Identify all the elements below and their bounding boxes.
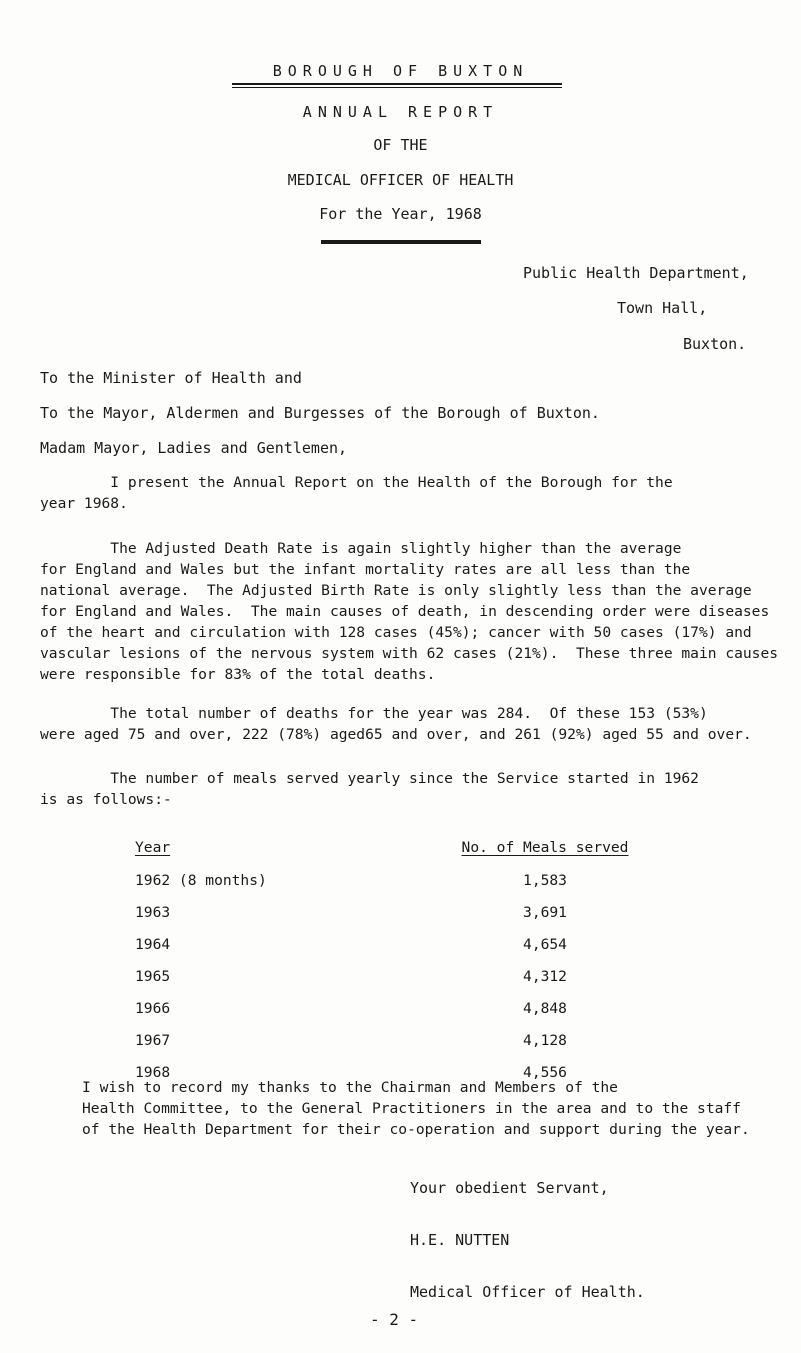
to-mayor: To the Mayor, Aldermen and Burgesses of the Borough of Buxton. — [40, 404, 600, 422]
row-meals: 4,312 — [523, 967, 567, 985]
address-line-3: Buxton. — [683, 335, 747, 353]
paragraph-deaths-total: The total number of deaths for the year was 284. Of these 153 (53%) were aged 75 and over, 222 (78%) aged65 and over, and 261 (92%) aged 55 and over. — [40, 705, 752, 743]
greeting: Madam Mayor, Ladies and Gentlemen, — [40, 439, 348, 457]
address-line-2: Town Hall, — [617, 299, 708, 317]
header-year: Year — [135, 838, 171, 856]
header-meals: No. of Meals served — [461, 838, 629, 856]
table-row — [135, 928, 715, 960]
table-row — [135, 1024, 715, 1056]
page-number: - 2 - — [370, 1310, 419, 1329]
row-meals: 4,654 — [523, 935, 567, 953]
table-row — [135, 992, 715, 1024]
title-underline-thin — [232, 87, 562, 88]
paragraph-intro: I present the Annual Report on the Health of the Borough for the year 1968. — [40, 474, 673, 512]
row-year: 1962 (8 months) — [135, 871, 267, 889]
year-line: For the Year, 1968 — [319, 205, 482, 223]
header-divider — [321, 240, 481, 244]
to-minister: To the Minister of Health and — [40, 369, 302, 387]
row-year: 1965 — [135, 967, 171, 985]
row-meals: 4,128 — [523, 1031, 567, 1049]
row-meals: 4,848 — [523, 999, 567, 1017]
title-underline — [232, 83, 562, 85]
paragraph-death-rate: The Adjusted Death Rate is again slightly higher than the average for England and Wales but the infant mortality rates are all less than the national average. The Adjusted Birth Rate is only slightly less than the average for England and Wales. The main causes of death, in descending order were diseases of the heart and circulation with 128 cases (45%); cancer with 50 cases (17%) and vascular lesions of the nervous system with 62 cases (21%). These three main causes were responsible for 83% of the total deaths. — [40, 540, 779, 683]
table-row — [135, 896, 715, 928]
row-year: 1963 — [135, 903, 171, 921]
paragraph-thanks-line1: I wish to record my thanks to the Chairman and Members of the Health Committee, to the General Practitioners in the area and to the staff of the Health Department for their co-operation and support during the year. — [82, 1079, 750, 1138]
signatory-name: H.E. NUTTEN — [410, 1231, 510, 1249]
row-meals: 3,691 — [523, 903, 567, 921]
signatory-title: Medical Officer of Health. — [410, 1283, 645, 1301]
row-meals: 1,583 — [523, 871, 567, 889]
address-line-1: Public Health Department, — [523, 264, 749, 282]
closing: Your obedient Servant, — [410, 1179, 609, 1197]
row-meals: 4,556 — [523, 1063, 567, 1081]
row-year: 1966 — [135, 999, 171, 1017]
table-row — [135, 864, 715, 896]
report-title: ANNUAL REPORT — [302, 103, 499, 121]
meals-table — [135, 830, 715, 1088]
row-year: 1968 — [135, 1063, 171, 1081]
borough-title: BOROUGH OF BUXTON — [272, 62, 529, 80]
row-year: 1967 — [135, 1031, 171, 1049]
table-row — [135, 960, 715, 992]
paragraph-meals-intro: The number of meals served yearly since the Service started in 1962 is as follows:- — [40, 770, 699, 808]
of-the-line: OF THE — [373, 136, 428, 154]
meals-table-header — [135, 830, 715, 864]
row-year: 1964 — [135, 935, 171, 953]
officer-line: MEDICAL OFFICER OF HEALTH — [287, 171, 514, 189]
